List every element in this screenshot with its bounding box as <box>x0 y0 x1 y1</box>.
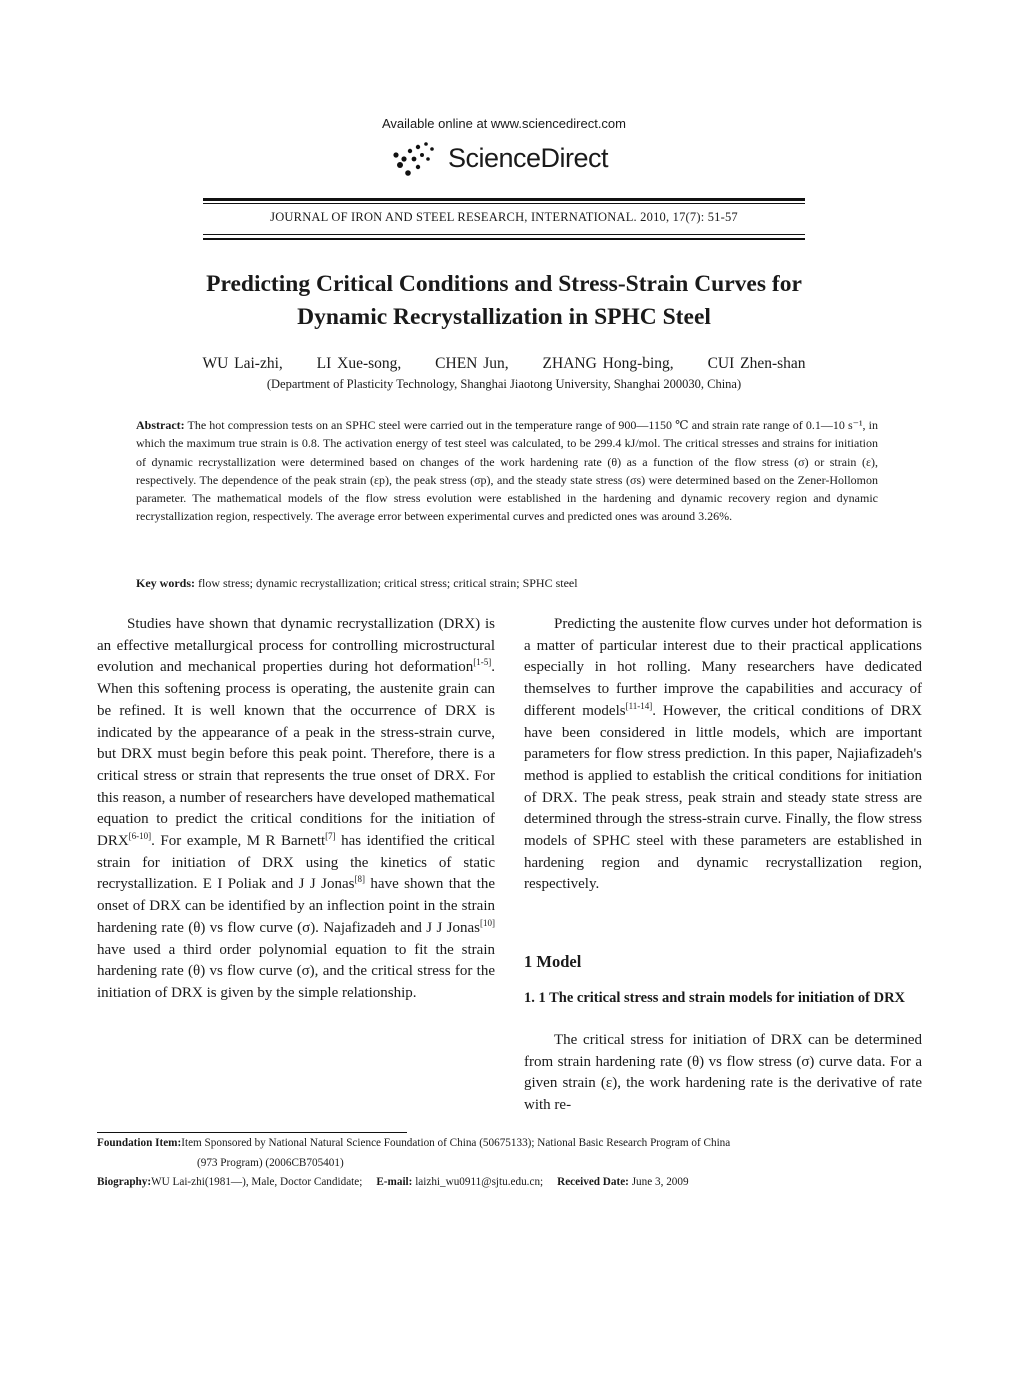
body-text: Predicting the austenite flow curves under hot deformation is a matter of particular interest due to their practical applications especially in hot rolling. Many researchers have dedicated themselves to further improve the capabilities and accuracy of different models <box>524 616 922 719</box>
sciencedirect-logo-text: ScienceDirect <box>448 143 609 173</box>
abstract-text: The hot compression tests on an SPHC steel were carried out in the temperature range of 900—1150 ℃ and strain rate range of 0.1—10 s⁻¹, in which the maximum true strain is 0.8. The activation energy of test steel was calculated, to be 299.4 kJ/mol. The critical stresses and strains for initiation of dynamic recrystallization were determined based on changes of the work hardening rate (θ) as a function of the flow stress (σ) or strain (ε), respectively. The dependence of the peak strain (εp), the peak stress (σp), and the steady state stress (σs) were determined based on the Zener-Hollomon parameter. The mathematical models of the flow stress evolution were established in the hardening and dynamic recovery region and dynamic recrystallization region, respectively. The average error between experimental curves and predicted ones was around 3.26%. <box>136 418 878 524</box>
model-paragraph <box>524 1030 922 1117</box>
keywords-text: flow stress; dynamic recrystallization; critical stress; critical strain; SPHC steel <box>198 576 578 590</box>
body-column-right <box>524 614 922 896</box>
abstract <box>136 416 878 526</box>
body-text: . For example, M R Barnett <box>151 833 326 850</box>
sciencedirect-logo <box>388 135 638 183</box>
citation-ref[interactable]: [10] <box>480 917 495 928</box>
paper-title-line-2: Dynamic Recrystallization in SPHC Steel <box>297 304 711 330</box>
citation-ref[interactable]: [6-10] <box>128 831 152 842</box>
body-text: have used a third order polynomial equation to fit the strain hardening rate (θ) vs flow curve (σ), and the critical stress for the initiation of DRX is given by the simple relationship. <box>97 941 495 1001</box>
citation-ref[interactable]: [1-5] <box>473 657 492 668</box>
citation-ref[interactable]: [7] <box>325 831 336 842</box>
body-text: have shown that the onset of DRX can be identified by an inflection point in the strain hardening rate (θ) vs flow curve (σ). Najafizadeh and J J Jonas <box>97 876 495 936</box>
biography-note <box>97 1173 897 1193</box>
foundation-note-cont: (973 Program) (2006CB705401) <box>197 1156 344 1169</box>
biography-text: WU Lai-zhi(1981—), Male, Doctor Candidate; <box>151 1176 363 1188</box>
body-text: The critical stress for initiation of DRX can be determined from strain hardening rate (θ) vs flow stress (σ) curve data. For a given strain (ε), the work hardening rate is the derivative of rate with re- <box>524 1032 922 1114</box>
citation-ref[interactable]: [8] <box>354 874 365 885</box>
journal-citation: JOURNAL OF IRON AND STEEL RESEARCH, INTERNATIONAL. 2010, 17(7): 51-57 <box>270 210 738 224</box>
received-label: Received Date: <box>557 1176 629 1188</box>
received-date: June 3, 2009 <box>631 1176 689 1188</box>
footnotes <box>97 1134 897 1193</box>
keywords-label: Key words: <box>136 576 195 590</box>
abstract-label: Abstract: <box>136 418 185 432</box>
author-name: WU Lai-zhi, <box>202 355 283 372</box>
affiliation: (Department of Plasticity Technology, Shanghai Jiaotong University, Shanghai 200030, China) <box>266 377 742 391</box>
email-label: E-mail: <box>376 1176 413 1188</box>
header-rule-top <box>203 198 805 201</box>
author-name: CUI Zhen-shan <box>707 355 806 372</box>
sciencedirect-dots-icon <box>388 135 444 183</box>
intro-paragraph <box>97 614 495 1005</box>
email-address[interactable]: laizhi_wu0911@sjtu.edu.cn; <box>415 1176 544 1188</box>
foundation-note <box>97 1134 897 1154</box>
intro-paragraph-2 <box>524 614 922 896</box>
section-heading-model: 1 Model <box>524 952 582 971</box>
author-name: ZHANG Hong-bing, <box>542 355 674 372</box>
body-column-left <box>97 614 495 1005</box>
biography-label: Biography: <box>97 1176 152 1188</box>
foundation-text: Item Sponsored by National Natural Science Foundation of China (50675133); National Basic Research Program of China <box>181 1137 731 1149</box>
footnote-rule <box>97 1132 407 1133</box>
body-text: has identified the critical strain for initiation of DRX using the kinetics of static recrystallization. E I Poliak and J J Jonas <box>97 833 495 893</box>
author-name: LI Xue-song, <box>316 355 402 372</box>
author-name: CHEN Jun, <box>435 355 509 372</box>
keywords <box>136 576 878 591</box>
body-text: Studies have shown that dynamic recrystallization (DRX) is an effective metallurgical process for controlling microstructural evolution and mechanical properties during hot deformation <box>97 616 495 676</box>
foundation-label: Foundation Item: <box>97 1137 182 1149</box>
body-text: . When this softening process is operating, the austenite grain can be refined. It is well known that the occurrence of DRX is indicated by the appearance of a peak in the stress-strain curve, but DRX must begin before this peak point. Therefore, there is a critical stress or strain that represents the true onset of DRX. For this reason, a number of researchers have developed mathematical equation to predict the critical conditions for the initiation of DRX <box>97 659 495 850</box>
body-text: . However, the critical conditions of DRX have been considered in little models, which are important parameters for flow stress prediction. In this paper, Najiafizadeh's method is applied to establish the critical conditions for initiation of DRX. The peak stress, peak strain and steady state stress are determined through the stress-strain curve. Finally, the flow stress models of SPHC steel with these parameters are established in hardening region and dynamic recrystallization region, respectively. <box>524 702 922 893</box>
header-rule-bottom <box>203 238 805 240</box>
paper-title <box>0 268 1008 334</box>
paper-title-line-1: Predicting Critical Conditions and Stress-Strain Curves for <box>206 271 802 297</box>
header-rule-bottom-thin <box>203 234 805 235</box>
available-online-text: Available online at www.sciencedirect.com <box>382 116 626 131</box>
header-rule-top-thin <box>203 203 805 204</box>
subsection-heading-critical-stress: 1. 1 The critical stress and strain models for initiation of DRX <box>524 990 906 1006</box>
author-list <box>0 355 1008 373</box>
citation-ref[interactable]: [11-14] <box>625 700 653 711</box>
